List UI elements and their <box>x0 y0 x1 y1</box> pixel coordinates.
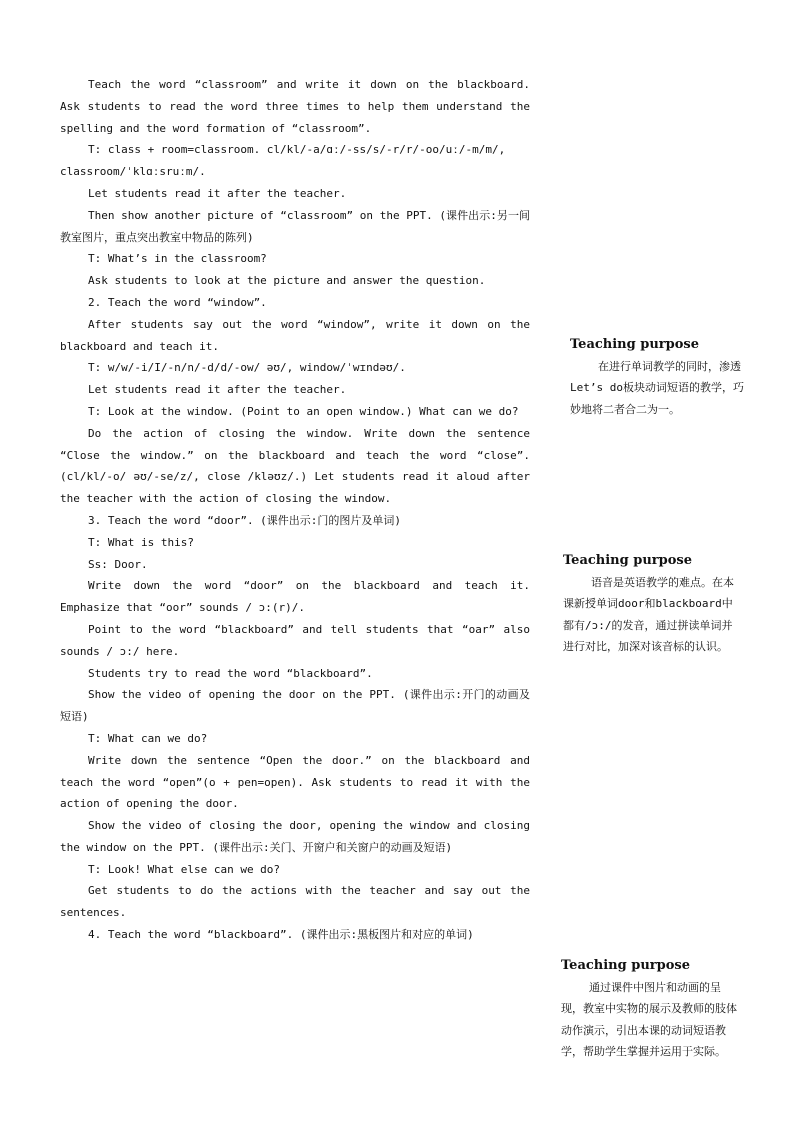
paragraph: After students say out the word “window”, write it down on the blackboard and teach it. <box>60 317 530 353</box>
paragraph: classroom/ˈklɑːsruːm/. <box>60 165 206 179</box>
paragraph: Ask students to look at the picture and answer the question. <box>88 274 486 288</box>
teaching-purpose-note-3 <box>561 955 741 1063</box>
paragraph: Let students read it after the teacher. <box>88 186 347 200</box>
lesson-body <box>60 74 530 946</box>
paragraph: T: Look at the window. (Point to an open window.) What can we do? <box>88 404 519 418</box>
teaching-purpose-note-2 <box>563 550 743 658</box>
paragraph: Show the video of opening the door on the PPT. (课件出示:开门的动画及短语) <box>60 688 530 724</box>
paragraph: Let students read it after the teacher. <box>88 383 347 397</box>
paragraph: Write down the sentence “Open the door.” on the blackboard and teach the word “open”(o + pen=open). Ask students to read it with the action of opening the door. <box>60 753 530 811</box>
note-body: 语音是英语教学的难点。在本课新授单词door和blackboard中都有/ɔ:/的发音，通过拼读单词并进行对比，加深对该音标的认识。 <box>563 575 734 653</box>
paragraph: Write down the word “door” on the blackboard and teach it. Emphasize that “oor” sounds / ɔ:(r)/. <box>60 579 530 615</box>
paragraph: Point to the word “blackboard” and tell students that “oar” also sounds / ɔ:/ here. <box>60 622 530 658</box>
paragraph: T: What is this? <box>88 535 194 549</box>
section-heading: 4. Teach the word “blackboard”. (课件出示:黑板图片和对应的单词) <box>88 928 474 942</box>
note-heading: Teaching purpose <box>563 553 692 568</box>
paragraph: Get students to do the actions with the teacher and say out the sentences. <box>60 884 530 920</box>
paragraph: T: What’s in the classroom? <box>88 252 267 266</box>
note-heading: Teaching purpose <box>570 337 699 352</box>
paragraph: Ss: Door. <box>88 557 148 571</box>
paragraph: T: w/w/-i/I/-n/n/-d/d/-ow/ əʊ/, window/ˈwɪndəʊ/. <box>88 361 406 375</box>
note-heading: Teaching purpose <box>561 958 690 973</box>
paragraph: Show the video of closing the door, opening the window and closing the window on the PPT. (课件出示:关门、开窗户和关窗户的动画及短语) <box>60 819 530 854</box>
note-body: 通过课件中图片和动画的呈现，教室中实物的展示及教师的肢体动作演示，引出本课的动词短语教学，帮助学生掌握并运用于实际。 <box>561 980 737 1058</box>
section-heading: 2. Teach the word “window”. <box>88 295 267 309</box>
paragraph: Students try to read the word “blackboard”. <box>88 666 373 680</box>
paragraph: T: What can we do? <box>88 731 208 745</box>
paragraph: Then show another picture of “classroom” on the PPT. (课件出示:另一间教室图片，重点突出教室中物品的陈列) <box>60 208 530 244</box>
section-heading: 3. Teach the word “door”. (课件出示:门的图片及单词) <box>88 513 402 527</box>
paragraph: Do the action of closing the window. Write down the sentence “Close the window.” on the blackboard and teach the word “close”.(cl/kl/-o/ əʊ/-se/z/, close /kləʊz/.) Let students read it aloud after the teacher with the action of closing the window. <box>60 426 530 506</box>
paragraph: T: Look! What else can we do? <box>88 862 281 876</box>
paragraph: T: class + room=classroom. cl/kl/-a/ɑː/-ss/s/-r/r/-oo/uː/-m/m/, <box>88 143 506 157</box>
note-body: 在进行单词教学的同时，渗透Let’s do板块动词短语的教学，巧妙地将二者合二为一。 <box>570 359 744 416</box>
paragraph: Teach the word “classroom” and write it down on the blackboard. Ask students to read the word three times to help them understand the spelling and the word formation of “classroom”. <box>60 78 530 135</box>
teaching-purpose-note-1 <box>570 334 750 420</box>
